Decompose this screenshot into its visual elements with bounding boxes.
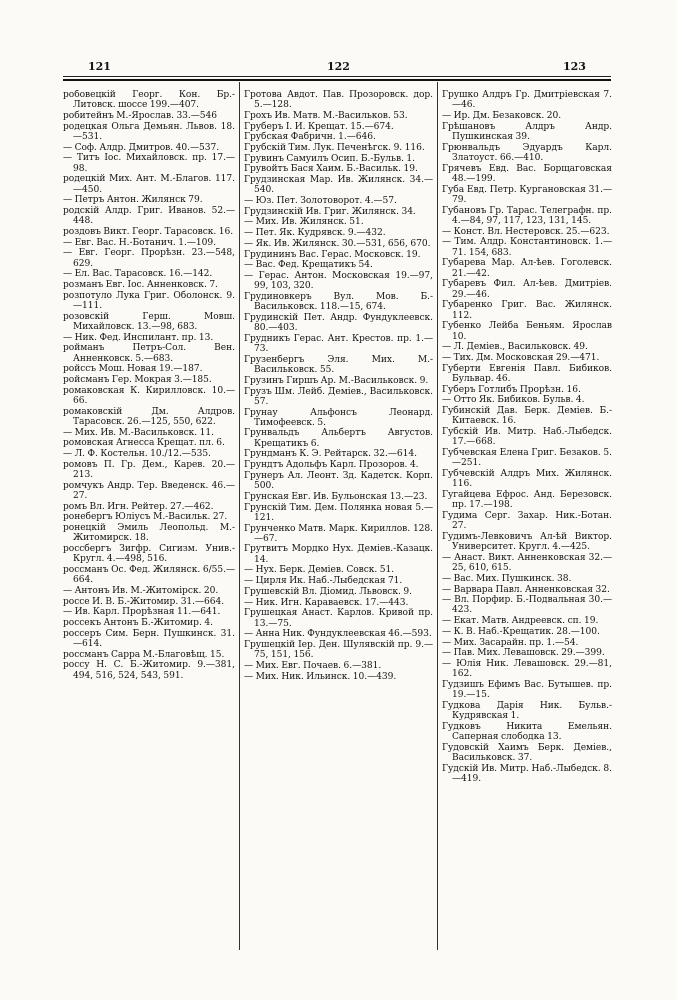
directory-entry: ромовская Агнесса Крещат. пл. 6. (63, 438, 225, 449)
directory-entry: россу Н. С. Б.-Житомир. 9.—381, 494, 516, 524, 543, 591. (63, 660, 235, 681)
header-rule-thin (63, 76, 611, 77)
directory-entry: робитейнъ М.-Ярослав. 33.—546 (63, 110, 218, 121)
directory-entry: — Екат. Матв. Андреевск. сп. 19. (442, 616, 599, 627)
directory-entry: россманъ Сарра М.-Благовѣщ. 15. (63, 649, 225, 660)
directory-entry: Губчевскій Алдръ Мих. Жилянск. 116. (442, 468, 612, 490)
directory-entry: Губчевская Елена Григ. Безаков. 5.—251. (442, 447, 612, 469)
directory-entry: ронецкій Эмиль Леопольд. М.-Житомирск. 18. (63, 523, 235, 544)
directory-entry: — Евг. Вас. Н.-Ботанич. 1.—109. (63, 237, 216, 248)
page-header (0, 0, 677, 80)
directory-entry: — Нух. Берк. Деміев. Совск. 51. (244, 565, 395, 576)
directory-entry: Гугайцева Ефрос. Анд. Березовск. пр. 17.—198. (442, 489, 612, 511)
directory-entry: — К. В. Наб.-Крещатик. 28.—100. (442, 626, 600, 637)
directory-entry: родецкая Ольга Демьян. Львов. 18.—531. (63, 121, 235, 142)
directory-entry: ройссъ Мош. Новая 19.—187. (63, 364, 203, 375)
directory-entry: ромаковская К. Кирилловск. 10.—66. (63, 385, 235, 407)
directory-entry: ромчукъ Андр. Тер. Введенск. 46.—27. (63, 480, 235, 502)
directory-entry: — Тих. Дм. Московская 29.—471. (442, 352, 600, 363)
directory-entry: Грунская Евг. Ив. Бульонская 13.—23. (244, 491, 428, 502)
directory-entry: — Юз. Пет. Золотоворот. 4.—57. (244, 196, 397, 207)
directory-entry: — Соф. Алдр. Дмитров. 40.—537. (63, 142, 220, 153)
directory-entry: Губаренко Григ. Вас. Жилянск. 112. (442, 300, 612, 321)
directory-entry: розпотулo Лука Григ. Оболонск. 9.—111. (63, 290, 235, 312)
directory-entry: Грячевъ Евд. Вас. Борщаговская 48.—199. (442, 163, 612, 184)
directory-entry: Грушевскій Вл. Діомид. Львовск. 9. (244, 586, 412, 597)
directory-entry: Грудининъ Вас. Герас. Московск. 19. (244, 249, 421, 260)
directory-entry: Грутвитъ Мордко Нух. Деміев.-Казацк. 14. (244, 544, 433, 565)
page-number-center: 122 (327, 60, 350, 73)
directory-entry: ромовъ П. Гр. Дем., Карев. 20.—213. (63, 459, 235, 481)
directory-entry: ройсманъ Гер. Мокрая 3.—185. (63, 375, 212, 386)
directory-entry: Грушецкій Іер. Ден. Шулявскій пр. 9.—75, 151, 156. (244, 639, 433, 661)
directory-entry: Грувойтъ Бася Хаим. Б.-Васильк. 19. (244, 164, 418, 175)
directory-entry: Грушко Алдръ Гр. Дмитріевская 7.—46. (442, 90, 612, 111)
directory-entry: Гудкова Дарія Ник. Бульв.-Кудрявская 1. (442, 700, 612, 722)
directory-entry: россеръ Сим. Берн. Пушкинск. 31.—614. (63, 628, 235, 650)
directory-entry: розманъ Евг. Іос. Анненковск. 7. (63, 280, 218, 291)
directory-entry: роздовъ Викт. Георг. Тарасовск. 16. (63, 226, 234, 237)
directory-entry: — Мих. Евг. Почаев. 6.—381. (244, 660, 382, 671)
directory-entry: — Як. Ив. Жилянск. 30.—531, 656, 670. (244, 238, 431, 249)
directory-entry: Грузенбергъ Эля. Мих. М.-Васильковск. 55. (244, 354, 433, 376)
directory-entry: Грѣшановъ Алдръ Андр. Пушкинская 39. (442, 121, 612, 142)
directory-entry: — Ир. Дм. Безаковск. 20. (442, 110, 562, 121)
directory-entry: Грудиновкеръ Вул. Мов. Б.-Васильковск. 118.—15, 674. (244, 291, 433, 313)
directory-entry: — Тим. Алдр. Константиновск. 1.—71. 154, 683. (442, 237, 612, 258)
directory-entry: Гудимъ-Левковичъ Ал-ѣй Виктор. Университет. Кругл. 4.—425. (442, 531, 612, 553)
directory-entry: Гудковъ Никита Емельян. Саперная слободка 13. (442, 721, 612, 743)
directory-entry: Грундтъ Адольфъ Карл. Прозоров. 4. (244, 460, 419, 471)
directory-entry: Гудима Серг. Захар. Ник.-Ботан. 27. (442, 510, 612, 532)
directory-entry: Губерти Евгенія Павл. Бибиков. Бульвар. 46. (442, 363, 612, 384)
directory-entry: Губа Евд. Петр. Кургановская 31.—79. (442, 184, 612, 205)
directory-entry: Грушецкая Анаст. Карлов. Кривой пр. 13.—75. (244, 608, 433, 629)
directory-entry: — Л. Деміев., Васильковск. 49. (442, 342, 588, 353)
directory-entry: россе И. В. Б.-Житомир. 31.—664. (63, 596, 225, 607)
directory-entry: Грунченко Матв. Марк. Кириллов. 128.—67. (244, 523, 433, 544)
directory-entry: Губенко Лейба Беньям. Ярослав 10. (442, 321, 612, 342)
directory-entry: — Варвара Павл. Анненковская 32. (442, 584, 610, 595)
directory-entry: — Анаст. Викт. Анненковская 32.—25, 610, 615. (442, 552, 612, 574)
directory-entry: ронебергъ Юліусъ М.-Васильк. 27. (63, 512, 228, 523)
directory-entry: — Петръ Антон. Жилянск 79. (63, 195, 203, 206)
directory-entry: — Антонъ Ив. М.-Житомірск. 20. (63, 586, 219, 597)
directory-entry: Гудзишъ Ефимъ Вас. Бутышев. пр. 19.—15. (442, 679, 612, 701)
directory-column-2 (244, 90, 433, 950)
column-divider-1 (239, 82, 240, 950)
directory-entry: Грудзинскій Ив. Григ. Жилянск. 34. (244, 206, 416, 217)
directory-entry: — Евг. Георг. Прорѣзн. 23.—548, 629. (63, 248, 235, 269)
directory-entry: Грудникъ Герас. Ант. Крестов. пр. 1.—73. (244, 333, 433, 355)
directory-entry: — Конст. Вл. Нестеровск. 25.—623. (442, 226, 610, 237)
directory-entry: Грудинскій Пет. Андр. Фундуклеевск. 80.—403. (244, 312, 433, 334)
directory-entry: — Цирля Ик. Наб.-Лыбедская 71. (244, 576, 403, 587)
directory-entry: — Ив. Карл. Прорѣзная 11.—641. (63, 607, 221, 618)
directory-entry: россбергъ Зигфр. Сигизм. Унив.-Кругл. 4.—498, 516. (63, 544, 235, 565)
directory-entry: Грундманъ К. Э. Рейтарск. 32.—614. (244, 449, 417, 460)
directory-entry: — Герас. Антон. Московская 19.—97, 99, 103, 320. (244, 270, 433, 292)
directory-entry: — Пав. Мих. Левашовск. 29.—399. (442, 648, 605, 659)
directory-entry: Грунскій Тим. Дем. Полянка новая 5.—121. (244, 502, 433, 523)
page-number-left: 121 (88, 60, 111, 73)
directory-entry: ромъ Вл. Игн. Рейтер. 27.—462. (63, 501, 214, 512)
directory-entry: — Вас. Мих. Пушкинск. 38. (442, 573, 572, 584)
directory-entry: Груберъ І. И. Крещат. 15.—674. (244, 121, 394, 132)
header-rule-thick (63, 79, 611, 81)
directory-entry: Грудзинская Мар. Ив. Жилянск. 34.—540. (244, 175, 433, 196)
directory-entry: — Ник. Фед. Инспилант. пр. 13. (63, 332, 214, 343)
directory-entry: Губеръ Готлибъ Прорѣзн. 16. (442, 384, 581, 395)
directory-entry: — Юлія Ник. Левашовск. 29.—81, 162. (442, 658, 612, 680)
directory-entry: робовецкій Георг. Кон. Бр.-Литовск. шоссе 199.—407. (63, 90, 235, 111)
directory-entry: родскій Алдр. Григ. Иванов. 52.—448. (63, 206, 235, 227)
directory-entry: родецкій Мих. Ант. М.-Благов. 117.—450. (63, 174, 235, 195)
directory-entry: ройманъ Петръ-Сол. Вен. Анненковск. 5.—683. (63, 343, 235, 364)
directory-entry: — Л. Ф. Костельн. 10./12.—535. (63, 449, 211, 460)
directory-entry: — Отто Як. Бибиков. Бульв. 4. (442, 395, 585, 406)
directory-entry: Губаревъ Фил. Ал-ѣев. Дмитріев. 29.—46. (442, 279, 612, 300)
directory-column-1 (63, 90, 235, 950)
directory-entry: Губарева Мар. Ал-ѣев. Гоголевск. 21.—42. (442, 258, 612, 279)
directory-entry: — Мих. Ив. Жилянск. 51. (244, 217, 364, 228)
directory-entry: россманъ Ос. Фед. Жилянск. 6/55.—664. (63, 565, 235, 586)
directory-entry: — Вл. Порфир. Б.-Подвальная 30.—423. (442, 595, 612, 616)
directory-column-3 (442, 90, 612, 950)
directory-entry: — Мих. Засарайн. пр. 1.—54. (442, 637, 579, 648)
directory-entry: розовскій Герш. Мовш. Михайловск. 13.—98, 683. (63, 311, 235, 332)
directory-entry: — Вас. Фед. Крещатикъ 54. (244, 260, 373, 271)
directory-entry: Грунеръ Ал. Леонт. Зд. Кадетск. Корп. 500. (244, 470, 433, 492)
directory-entry: Гротова Авдот. Пав. Прозоровск. дор. 5.—128. (244, 90, 433, 111)
directory-entry: Грувинъ Самуилъ Осип. Б.-Бульв. 1. (244, 153, 415, 164)
column-divider-2 (437, 82, 438, 950)
directory-entry: Грюнвальдъ Эдуардъ Карл. Златоуст. 66.—410. (442, 142, 612, 163)
directory-entry: Грунау Альфонсъ Леонард. Тимофеевск. 5. (244, 407, 433, 428)
directory-entry: — Пет. Як. Кудрявск. 9.—432. (244, 228, 386, 239)
directory-entry: Грубскій Тим. Лук. Печенѣгск. 9. 116. (244, 143, 425, 154)
directory-entry: Губинскій Дав. Берк. Деміев. Б.-Китаевск. 16. (442, 405, 612, 427)
directory-entry: ромаковскій Дм. Алдров. Тарасовск. 26.—125, 550, 622. (63, 406, 235, 428)
directory-entry: — Мих. Ив. М.-Васильковск. 11. (63, 427, 214, 438)
directory-entry: Гудскій Ив. Митр. Наб.-Лыбедск. 8.—419. (442, 763, 612, 785)
directory-entry: Грузъ Шм. Лейб. Деміев., Васильковск. 57. (244, 386, 433, 407)
page-number-right: 123 (563, 60, 586, 73)
directory-entry: Гудовскій Хаимъ Берк. Деміев., Васильковск. 37. (442, 742, 612, 764)
directory-entry: Грохъ Ив. Матв. М.-Васильков. 53. (244, 110, 408, 121)
directory-entry: — Ник. Игн. Караваевск. 17.—443. (244, 597, 409, 608)
directory-entry: Грубская Фабричн. 1.—646. (244, 132, 376, 143)
directory-entry: Губановъ Гр. Тарас. Телеграфн. пр. 4.—84, 97, 117, 123, 131, 145. (442, 205, 612, 226)
directory-entry: россекъ Антонъ Б.-Житомир. 4. (63, 618, 213, 629)
directory-entry: — Ел. Вас. Тарасовск. 16.—142. (63, 269, 213, 280)
directory-entry: Губскій Ив. Митр. Наб.-Лыбедск. 17.—668. (442, 426, 612, 448)
directory-entry: — Титъ Іос. Михайловск. пр. 17.—98. (63, 153, 235, 174)
directory-entry: Грузинъ Гиршъ Ар. М.-Васильковск. 9. (244, 375, 429, 386)
directory-entry: Грунвальдъ Альбертъ Августов. Крещатикъ 6. (244, 428, 433, 449)
directory-entry: — Анна Ник. Фундуклеевская 46.—593. (244, 629, 432, 640)
directory-entry: — Мих. Ник. Ильинск. 10.—439. (244, 671, 397, 682)
